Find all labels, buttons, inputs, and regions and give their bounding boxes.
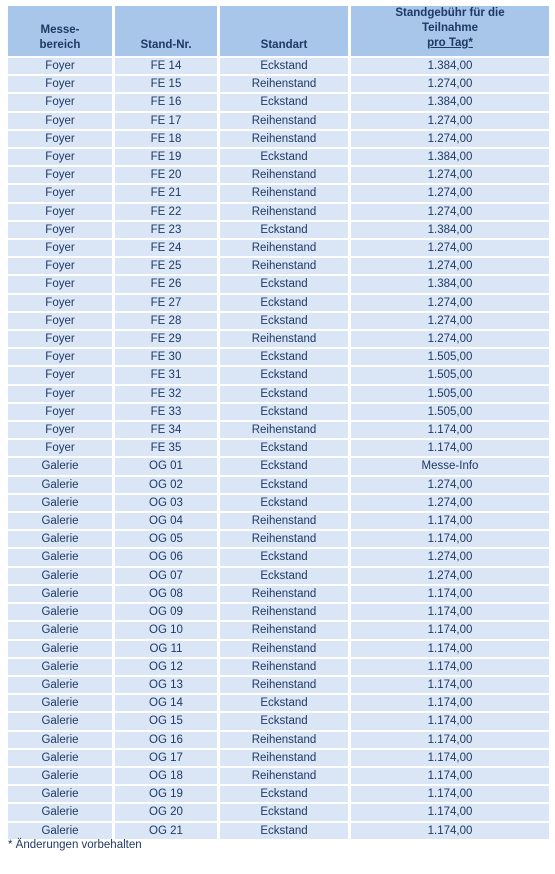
cell-stand-nr: OG 07: [115, 568, 217, 584]
header-messebereich-line2: bereich: [39, 39, 81, 51]
table-row: [8, 76, 549, 92]
header-stand-nr: Stand-Nr.: [115, 6, 217, 56]
table-row: [8, 149, 549, 165]
cell-standart: Reihenstand: [220, 641, 348, 657]
cell-stand-nr: FE 22: [115, 204, 217, 220]
cell-standart: Eckstand: [220, 149, 348, 165]
cell-standart: Eckstand: [220, 94, 348, 110]
table-row: [8, 768, 549, 784]
cell-stand-nr: FE 31: [115, 367, 217, 383]
table-row: [8, 786, 549, 802]
table-row: [8, 604, 549, 620]
cell-messebereich: Galerie: [8, 568, 112, 584]
cell-standart: Eckstand: [220, 440, 348, 456]
cell-stand-nr: FE 15: [115, 76, 217, 92]
table-row: [8, 677, 549, 693]
table-row: [8, 641, 549, 657]
cell-standgebuehr: 1.174,00: [351, 513, 549, 529]
cell-standgebuehr: 1.274,00: [351, 240, 549, 256]
table-row: [8, 367, 549, 383]
table-row: [8, 458, 549, 474]
cell-messebereich: Galerie: [8, 531, 112, 547]
cell-stand-nr: FE 21: [115, 185, 217, 201]
cell-standgebuehr: 1.274,00: [351, 495, 549, 511]
cell-stand-nr: FE 23: [115, 222, 217, 238]
table-row: [8, 313, 549, 329]
cell-stand-nr: FE 14: [115, 58, 217, 74]
cell-standart: Eckstand: [220, 458, 348, 474]
cell-stand-nr: OG 04: [115, 513, 217, 529]
table-row: [8, 477, 549, 493]
cell-standgebuehr: 1.274,00: [351, 185, 549, 201]
cell-messebereich: Galerie: [8, 659, 112, 675]
table-row: [8, 440, 549, 456]
table-row: [8, 823, 549, 839]
cell-stand-nr: FE 19: [115, 149, 217, 165]
header-fee-line2: Teilnahme: [421, 22, 479, 34]
table-row: [8, 586, 549, 602]
cell-stand-nr: OG 09: [115, 604, 217, 620]
cell-stand-nr: OG 19: [115, 786, 217, 802]
cell-messebereich: Galerie: [8, 622, 112, 638]
cell-standart: Eckstand: [220, 367, 348, 383]
cell-standart: Reihenstand: [220, 622, 348, 638]
cell-standgebuehr: 1.174,00: [351, 440, 549, 456]
cell-stand-nr: FE 18: [115, 131, 217, 147]
table-row: [8, 349, 549, 365]
cell-standgebuehr: 1.274,00: [351, 131, 549, 147]
cell-stand-nr: OG 10: [115, 622, 217, 638]
cell-stand-nr: FE 27: [115, 295, 217, 311]
cell-messebereich: Foyer: [8, 240, 112, 256]
cell-standgebuehr: 1.174,00: [351, 422, 549, 438]
table-row: [8, 240, 549, 256]
header-messebereich-line1: Messe-: [40, 24, 80, 36]
table-row: [8, 131, 549, 147]
cell-stand-nr: OG 20: [115, 804, 217, 820]
cell-standart: Eckstand: [220, 823, 348, 839]
header-messebereich: [8, 6, 112, 56]
cell-standgebuehr: 1.174,00: [351, 641, 549, 657]
cell-messebereich: Galerie: [8, 641, 112, 657]
cell-messebereich: Foyer: [8, 167, 112, 183]
cell-standart: Eckstand: [220, 295, 348, 311]
cell-stand-nr: FE 20: [115, 167, 217, 183]
cell-standart: Eckstand: [220, 386, 348, 402]
table-row: [8, 713, 549, 729]
table-row: [8, 404, 549, 420]
cell-standart: Reihenstand: [220, 677, 348, 693]
table-row: [8, 204, 549, 220]
cell-messebereich: Foyer: [8, 295, 112, 311]
table-row: [8, 549, 549, 565]
table-row: [8, 695, 549, 711]
cell-standart: Eckstand: [220, 276, 348, 292]
cell-messebereich: Foyer: [8, 331, 112, 347]
cell-standgebuehr: 1.274,00: [351, 313, 549, 329]
table-row: [8, 185, 549, 201]
cell-standgebuehr: 1.274,00: [351, 295, 549, 311]
header-fee-line3: pro Tag*: [427, 37, 473, 49]
cell-standgebuehr: 1.174,00: [351, 713, 549, 729]
cell-standart: Reihenstand: [220, 531, 348, 547]
cell-standgebuehr: 1.274,00: [351, 331, 549, 347]
cell-messebereich: Galerie: [8, 768, 112, 784]
cell-standart: Reihenstand: [220, 185, 348, 201]
cell-standgebuehr: 1.174,00: [351, 677, 549, 693]
cell-standart: Reihenstand: [220, 750, 348, 766]
cell-standgebuehr: 1.274,00: [351, 549, 549, 565]
cell-messebereich: Foyer: [8, 367, 112, 383]
cell-standgebuehr: 1.274,00: [351, 477, 549, 493]
cell-stand-nr: OG 14: [115, 695, 217, 711]
cell-standgebuehr: 1.174,00: [351, 750, 549, 766]
cell-messebereich: Galerie: [8, 786, 112, 802]
cell-stand-nr: OG 08: [115, 586, 217, 602]
cell-stand-nr: OG 15: [115, 713, 217, 729]
cell-stand-nr: OG 05: [115, 531, 217, 547]
table-row: [8, 276, 549, 292]
header-standart: Standart: [220, 6, 348, 56]
cell-standart: Reihenstand: [220, 113, 348, 129]
cell-messebereich: Foyer: [8, 149, 112, 165]
cell-standart: Reihenstand: [220, 768, 348, 784]
cell-messebereich: Galerie: [8, 477, 112, 493]
cell-standart: Reihenstand: [220, 204, 348, 220]
cell-stand-nr: FE 29: [115, 331, 217, 347]
cell-standart: Eckstand: [220, 568, 348, 584]
cell-standart: Eckstand: [220, 58, 348, 74]
cell-stand-nr: OG 13: [115, 677, 217, 693]
cell-standgebuehr: 1.174,00: [351, 768, 549, 784]
cell-stand-nr: FE 25: [115, 258, 217, 274]
fee-table-container: [8, 4, 552, 841]
stand-fee-table: [5, 4, 552, 841]
table-row: [8, 531, 549, 547]
cell-standgebuehr: 1.384,00: [351, 94, 549, 110]
cell-stand-nr: OG 01: [115, 458, 217, 474]
cell-stand-nr: FE 16: [115, 94, 217, 110]
cell-messebereich: Galerie: [8, 458, 112, 474]
table-body: [8, 58, 549, 839]
cell-standart: Reihenstand: [220, 131, 348, 147]
cell-stand-nr: OG 11: [115, 641, 217, 657]
cell-messebereich: Foyer: [8, 440, 112, 456]
cell-stand-nr: OG 12: [115, 659, 217, 675]
cell-standart: Eckstand: [220, 695, 348, 711]
cell-messebereich: Foyer: [8, 422, 112, 438]
cell-standgebuehr: 1.384,00: [351, 222, 549, 238]
cell-messebereich: Foyer: [8, 113, 112, 129]
table-row: [8, 386, 549, 402]
table-row: [8, 422, 549, 438]
cell-messebereich: Galerie: [8, 750, 112, 766]
table-row: [8, 58, 549, 74]
cell-standgebuehr: 1.174,00: [351, 732, 549, 748]
cell-standgebuehr: 1.384,00: [351, 276, 549, 292]
cell-standgebuehr: 1.384,00: [351, 58, 549, 74]
cell-stand-nr: FE 35: [115, 440, 217, 456]
cell-standart: Eckstand: [220, 477, 348, 493]
cell-standart: Reihenstand: [220, 422, 348, 438]
table-row: [8, 568, 549, 584]
cell-messebereich: Galerie: [8, 804, 112, 820]
cell-standgebuehr: 1.274,00: [351, 258, 549, 274]
cell-stand-nr: FE 30: [115, 349, 217, 365]
cell-stand-nr: FE 34: [115, 422, 217, 438]
table-row: [8, 222, 549, 238]
cell-standart: Eckstand: [220, 786, 348, 802]
table-row: [8, 495, 549, 511]
cell-messebereich: Foyer: [8, 185, 112, 201]
cell-standgebuehr: Messe-Info: [351, 458, 549, 474]
cell-standart: Eckstand: [220, 713, 348, 729]
header-fee-line1: Standgebühr für die: [395, 7, 505, 19]
cell-messebereich: Galerie: [8, 513, 112, 529]
cell-stand-nr: FE 26: [115, 276, 217, 292]
cell-standgebuehr: 1.505,00: [351, 367, 549, 383]
cell-stand-nr: OG 18: [115, 768, 217, 784]
table-row: [8, 258, 549, 274]
cell-messebereich: Galerie: [8, 695, 112, 711]
table-row: [8, 804, 549, 820]
cell-messebereich: Galerie: [8, 586, 112, 602]
cell-messebereich: Galerie: [8, 713, 112, 729]
cell-messebereich: Foyer: [8, 58, 112, 74]
cell-standgebuehr: 1.505,00: [351, 349, 549, 365]
cell-standgebuehr: 1.274,00: [351, 568, 549, 584]
cell-standgebuehr: 1.174,00: [351, 604, 549, 620]
cell-standart: Reihenstand: [220, 586, 348, 602]
cell-standgebuehr: 1.274,00: [351, 76, 549, 92]
cell-messebereich: Foyer: [8, 94, 112, 110]
cell-stand-nr: OG 16: [115, 732, 217, 748]
cell-standart: Eckstand: [220, 313, 348, 329]
cell-stand-nr: FE 28: [115, 313, 217, 329]
cell-standart: Reihenstand: [220, 331, 348, 347]
cell-messebereich: Foyer: [8, 131, 112, 147]
table-header-row: [8, 6, 549, 56]
cell-standart: Reihenstand: [220, 258, 348, 274]
cell-standart: Eckstand: [220, 349, 348, 365]
cell-stand-nr: OG 03: [115, 495, 217, 511]
cell-standgebuehr: 1.174,00: [351, 804, 549, 820]
cell-stand-nr: FE 32: [115, 386, 217, 402]
header-standgebuehr: [351, 6, 549, 56]
table-row: [8, 513, 549, 529]
cell-messebereich: Foyer: [8, 222, 112, 238]
cell-stand-nr: FE 33: [115, 404, 217, 420]
cell-messebereich: Foyer: [8, 386, 112, 402]
cell-standart: Eckstand: [220, 495, 348, 511]
cell-standgebuehr: 1.274,00: [351, 113, 549, 129]
cell-stand-nr: FE 24: [115, 240, 217, 256]
table-row: [8, 750, 549, 766]
cell-standart: Eckstand: [220, 804, 348, 820]
cell-stand-nr: OG 21: [115, 823, 217, 839]
cell-messebereich: Galerie: [8, 823, 112, 839]
cell-messebereich: Galerie: [8, 732, 112, 748]
cell-standart: Reihenstand: [220, 513, 348, 529]
cell-messebereich: Galerie: [8, 677, 112, 693]
cell-standart: Reihenstand: [220, 604, 348, 620]
cell-messebereich: Foyer: [8, 404, 112, 420]
table-row: [8, 94, 549, 110]
cell-standart: Reihenstand: [220, 76, 348, 92]
cell-standgebuehr: 1.174,00: [351, 823, 549, 839]
cell-standart: Reihenstand: [220, 240, 348, 256]
cell-messebereich: Foyer: [8, 204, 112, 220]
footnote: * Änderungen vorbehalten: [8, 839, 142, 851]
cell-stand-nr: OG 06: [115, 549, 217, 565]
table-row: [8, 732, 549, 748]
cell-messebereich: Foyer: [8, 276, 112, 292]
cell-messebereich: Foyer: [8, 349, 112, 365]
cell-messebereich: Foyer: [8, 76, 112, 92]
table-row: [8, 331, 549, 347]
cell-messebereich: Galerie: [8, 604, 112, 620]
cell-standart: Eckstand: [220, 549, 348, 565]
cell-standgebuehr: 1.174,00: [351, 531, 549, 547]
cell-standgebuehr: 1.505,00: [351, 386, 549, 402]
cell-standart: Eckstand: [220, 222, 348, 238]
table-row: [8, 622, 549, 638]
cell-standgebuehr: 1.174,00: [351, 586, 549, 602]
cell-messebereich: Galerie: [8, 549, 112, 565]
cell-standgebuehr: 1.174,00: [351, 695, 549, 711]
cell-stand-nr: OG 17: [115, 750, 217, 766]
cell-standgebuehr: 1.174,00: [351, 659, 549, 675]
cell-messebereich: Foyer: [8, 258, 112, 274]
table-row: [8, 659, 549, 675]
cell-standgebuehr: 1.174,00: [351, 786, 549, 802]
table-row: [8, 167, 549, 183]
cell-messebereich: Foyer: [8, 313, 112, 329]
cell-stand-nr: FE 17: [115, 113, 217, 129]
cell-standgebuehr: 1.274,00: [351, 167, 549, 183]
cell-standart: Reihenstand: [220, 167, 348, 183]
cell-standart: Reihenstand: [220, 732, 348, 748]
cell-standgebuehr: 1.174,00: [351, 622, 549, 638]
table-row: [8, 295, 549, 311]
cell-messebereich: Galerie: [8, 495, 112, 511]
cell-standart: Eckstand: [220, 404, 348, 420]
cell-stand-nr: OG 02: [115, 477, 217, 493]
cell-standart: Reihenstand: [220, 659, 348, 675]
cell-standgebuehr: 1.274,00: [351, 204, 549, 220]
cell-standgebuehr: 1.505,00: [351, 404, 549, 420]
cell-standgebuehr: 1.384,00: [351, 149, 549, 165]
table-row: [8, 113, 549, 129]
